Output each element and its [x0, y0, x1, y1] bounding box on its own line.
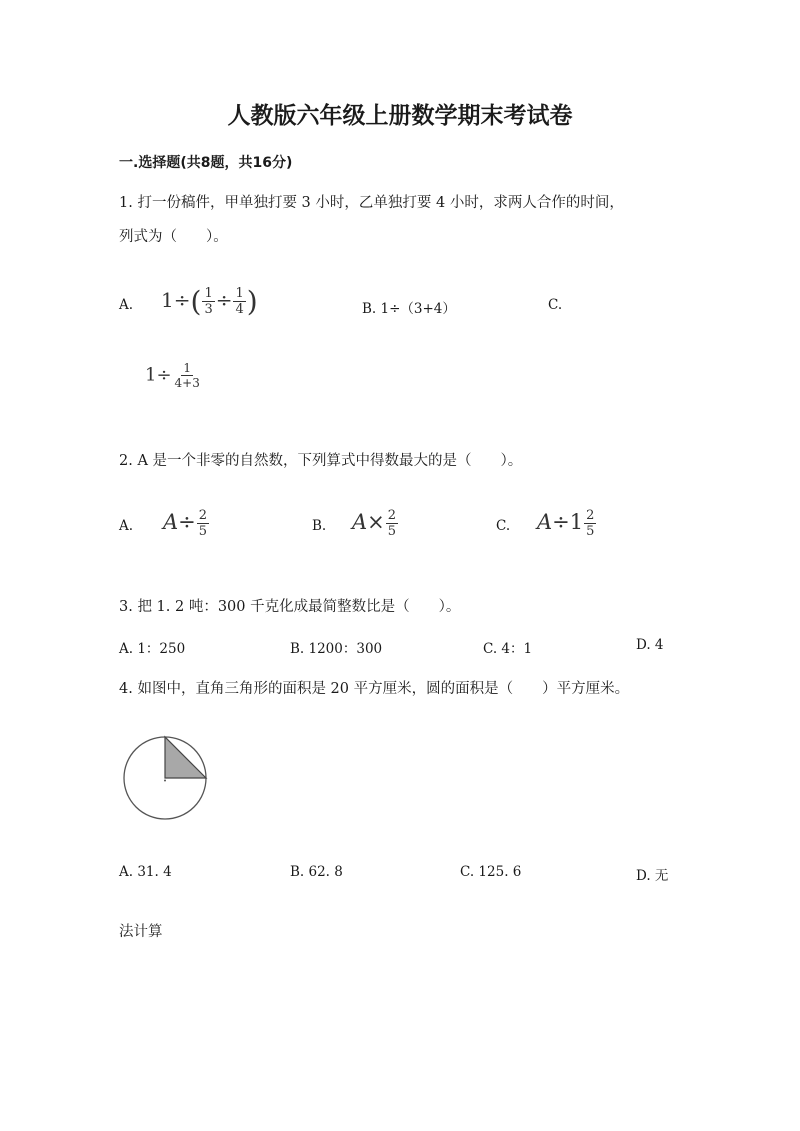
section-heading: 一.选择题(共8题，共16分): [119, 155, 293, 171]
question-2: 2. A 是一个非零的自然数，下列算式中得数最大的是（ ）。: [119, 453, 523, 469]
q1-option-a-expression: 1÷( $\frac{1}{3}$ ÷ $\frac{1}{4}$ ): [161, 285, 258, 318]
q4-option-a: A. 31. 4: [119, 864, 172, 880]
q4-option-b: B. 62. 8: [290, 864, 343, 880]
question-1-line2: 列式为（ ）。: [119, 229, 228, 245]
q2-option-a-label: A.: [119, 518, 134, 534]
q2-option-a-expression: A÷ $\frac{2}{5}$: [163, 508, 208, 539]
q2-option-b-expression: A× $\frac{2}{5}$: [352, 508, 397, 539]
q1-option-c-expression: 1÷ $\frac{1}{4+3}$: [145, 361, 200, 390]
question-1-line1: 1. 打一份稿件，甲单独打要 3 小时，乙单独打要 4 小时，求两人合作的时间，: [119, 195, 624, 211]
q4-option-d-continuation: 法计算: [119, 924, 163, 940]
q2-option-c-expression: A÷1 $\frac{2}{5}$: [537, 508, 595, 539]
question-4: 4. 如图中，直角三角形的面积是 20 平方厘米，圆的面积是（ ）平方厘米。: [119, 681, 630, 697]
circle-center-dot: [164, 780, 166, 782]
q1-option-a-label: A.: [119, 297, 134, 313]
q3-option-b: B. 1200：300: [290, 641, 383, 657]
q1-option-b: B. 1÷（3+4）: [362, 301, 456, 317]
q3-option-d: D. 4: [636, 637, 664, 653]
question-3: 3. 把 1. 2 吨：300 千克化成最简整数比是（ ）。: [119, 599, 461, 615]
q4-option-d: D. 无: [636, 868, 669, 884]
q2-option-b-label: B.: [312, 518, 327, 534]
page-title: 人教版六年级上册数学期末考试卷: [227, 103, 573, 129]
q3-option-a: A. 1：250: [119, 641, 186, 657]
q3-option-c: C. 4：1: [483, 641, 533, 657]
q4-option-c: C. 125. 6: [460, 864, 522, 880]
q1-option-c-label: C.: [548, 297, 563, 313]
circle-triangle-figure: [120, 732, 212, 824]
q2-option-c-label: C.: [496, 518, 511, 534]
